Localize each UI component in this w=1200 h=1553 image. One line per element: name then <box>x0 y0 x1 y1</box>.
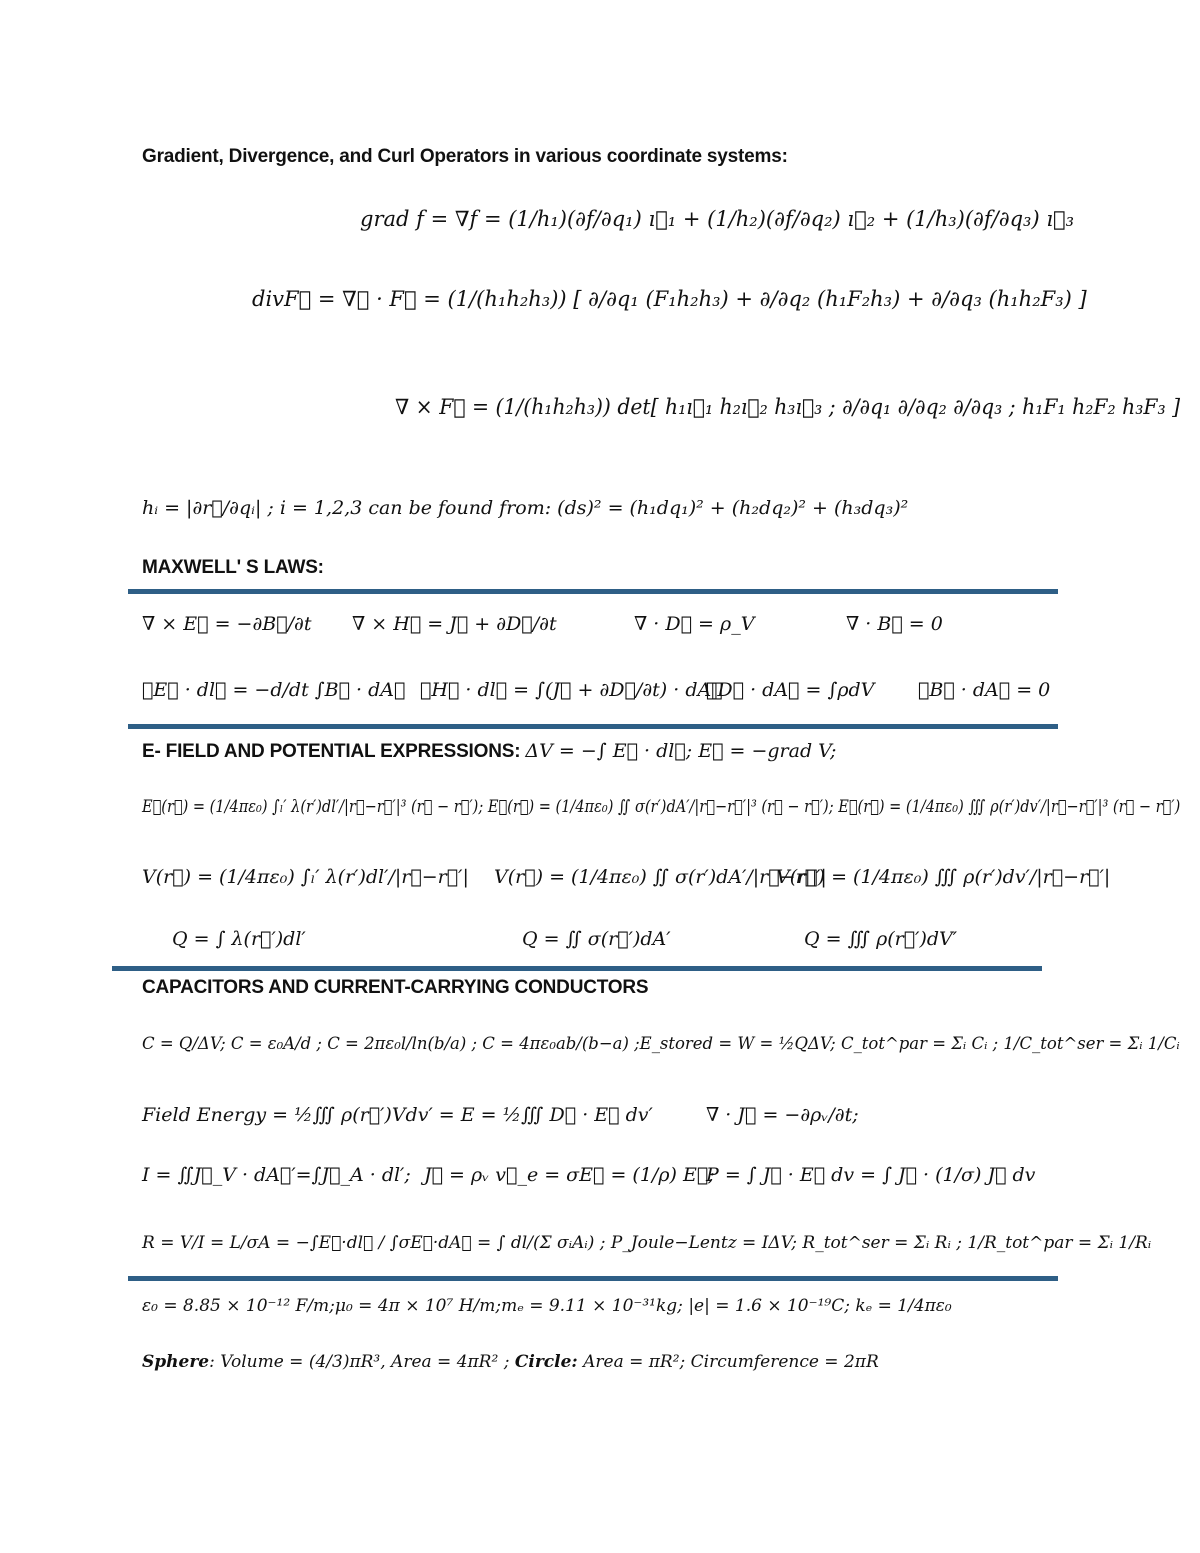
charge-surface: Q = ∬ σ(r⃗′)dA′ <box>522 928 671 950</box>
section-divider <box>128 1276 1058 1281</box>
circle-label: Circle: <box>514 1352 578 1372</box>
efield-expressions: E⃗(r⃗) = (1/4πε₀) ∫ₗ′ λ(r′)dl′/|r⃗−r⃗′|³ (r⃗ − r⃗′); E⃗(r⃗) = (1/4πε₀) ∬ σ(r′)dA′/|r⃗−r⃗′|³ (r⃗ − r⃗′); E⃗(r⃗) = (1/4πε₀) ∭ ρ(r′)dv′/|r⃗−r⃗′|³ (r⃗ − r⃗′) <box>142 797 1181 817</box>
current-equation: I = ∬J⃗_V · dA⃗′=∫J⃗_A · dl′; <box>142 1164 411 1186</box>
section-divider <box>128 724 1058 729</box>
gauss-electric-integral: ∮D⃗ · dA⃗ = ∫ρdV <box>706 679 875 701</box>
ohm-law-equation: J⃗ = ρᵥ v⃗_e = σE⃗ = (1/ρ) E⃗; <box>424 1164 715 1186</box>
power-equation: P = ∫ J⃗ · E⃗ dv = ∫ J⃗ · (1/σ) J⃗ dv <box>706 1164 1036 1186</box>
curl-equation: ∇ × F⃗ = (1/(h₁h₂h₃)) det[ h₁ı⃗₁ h₂ı⃗₂ h₃ı⃗₃ ; ∂/∂q₁ ∂/∂q₂ ∂/∂q₃ ; h₁F₁ h₂F₂ h₃F₃ ] <box>395 395 1181 419</box>
charge-line: Q = ∫ λ(r⃗′)dl′ <box>172 928 306 950</box>
ampere-differential: ∇ × H⃗ = J⃗ + ∂D⃗/∂t <box>352 613 557 635</box>
continuity-equation: ∇ · J⃗ = −∂ρᵥ/∂t; <box>706 1104 859 1126</box>
gradient-equation: grad f = ∇f = (1/h₁)(∂f/∂q₁) ı⃗₁ + (1/h₂)(∂f/∂q₂) ı⃗₂ + (1/h₃)(∂f/∂q₃) ı⃗₃ <box>360 207 1075 231</box>
sphere-formulas: : Volume = (4/3)πR³, Area = 4πR² ; <box>209 1352 510 1372</box>
potential-line: V(r⃗) = (1/4πε₀) ∫ₗ′ λ(r′)dl′/|r⃗−r⃗′| <box>142 866 469 888</box>
efield-heading: E- FIELD AND POTENTIAL EXPRESSIONS: <box>142 741 521 762</box>
divergence-equation: divF⃗ = ∇⃗ · F⃗ = (1/(h₁h₂h₃)) [ ∂/∂q₁ (F₁h₂h₃) + ∂/∂q₂ (h₁F₂h₃) + ∂/∂q₃ (h₁h₂F₃) ] <box>252 287 1087 311</box>
gauss-magnetic-differential: ∇ · B⃗ = 0 <box>846 613 943 635</box>
maxwell-heading: MAXWELL' S LAWS: <box>142 557 324 578</box>
capacitors-heading: CAPACITORS AND CURRENT-CARRYING CONDUCTORS <box>142 977 649 998</box>
section-divider <box>112 966 1042 971</box>
potential-surface: V(r⃗) = (1/4πε₀) ∬ σ(r′)dA′/|r⃗−r⃗′| <box>494 866 827 888</box>
resistance-equations: R = V/I = L/σA = −∫E⃗·dl⃗ / ∫σE⃗·dA⃗ = ∫ dl/(Σ σᵢAᵢ) ; P_Joule−Lentz = IΔV; R_tot^ser = Σᵢ Rᵢ ; 1/R_tot^par = Σᵢ 1/Rᵢ <box>142 1233 1152 1253</box>
sphere-label: Sphere <box>142 1352 210 1372</box>
ampere-integral: ∮H⃗ · dl⃗ = ∫(J⃗ + ∂D⃗/∂t) · dA⃗ <box>420 679 723 701</box>
potential-volume: V(r⃗) = (1/4πε₀) ∭ ρ(r′)dv′/|r⃗−r⃗′| <box>776 866 1111 888</box>
physical-constants: ε₀ = 8.85 × 10⁻¹² F/m;μ₀ = 4π × 10⁷ H/m;mₑ = 9.11 × 10⁻³¹kg; |e| = 1.6 × 10⁻¹⁹C; kₑ = 1/4πε₀ <box>142 1296 952 1316</box>
field-energy-equation: Field Energy = ½∭ ρ(r⃗′)Vdv′ = E = ½∭ D⃗ · E⃗ dv′ <box>142 1104 653 1126</box>
gauss-electric-differential: ∇ · D⃗ = ρ_V <box>634 613 755 635</box>
section-divider <box>128 589 1058 594</box>
efield-heading-row <box>142 740 836 763</box>
charge-volume: Q = ∭ ρ(r⃗′)dV′ <box>804 928 958 950</box>
operators-heading: Gradient, Divergence, and Curl Operators in various coordinate systems: <box>142 146 788 167</box>
faraday-integral: ∮E⃗ · dl⃗ = −d/dt ∫B⃗ · dA⃗ <box>142 679 406 701</box>
gauss-magnetic-integral: ∮B⃗ · dA⃗ = 0 <box>918 679 1051 701</box>
efield-heading-equation: ΔV = −∫ E⃗ · dl⃗; E⃗ = −grad V; <box>525 740 837 762</box>
circle-formulas: Area = πR²; Circumference = 2πR <box>577 1352 879 1372</box>
faraday-differential: ∇ × E⃗ = −∂B⃗/∂t <box>142 613 312 635</box>
scale-factor-equation: hᵢ = |∂r⃗/∂qᵢ| ; i = 1,2,3 can be found from: (ds)² = (h₁dq₁)² + (h₂dq₂)² + (h₃dq₃)² <box>142 497 909 519</box>
geometry-formulas <box>142 1352 879 1372</box>
capacitance-equations: C = Q/ΔV; C = ε₀A/d ; C = 2πε₀l/ln(b/a) ; C = 4πε₀ab/(b−a) ;E_stored = W = ½QΔV; C_tot^par = Σᵢ Cᵢ ; 1/C_tot^ser = Σᵢ 1/Cᵢ <box>142 1034 1180 1054</box>
